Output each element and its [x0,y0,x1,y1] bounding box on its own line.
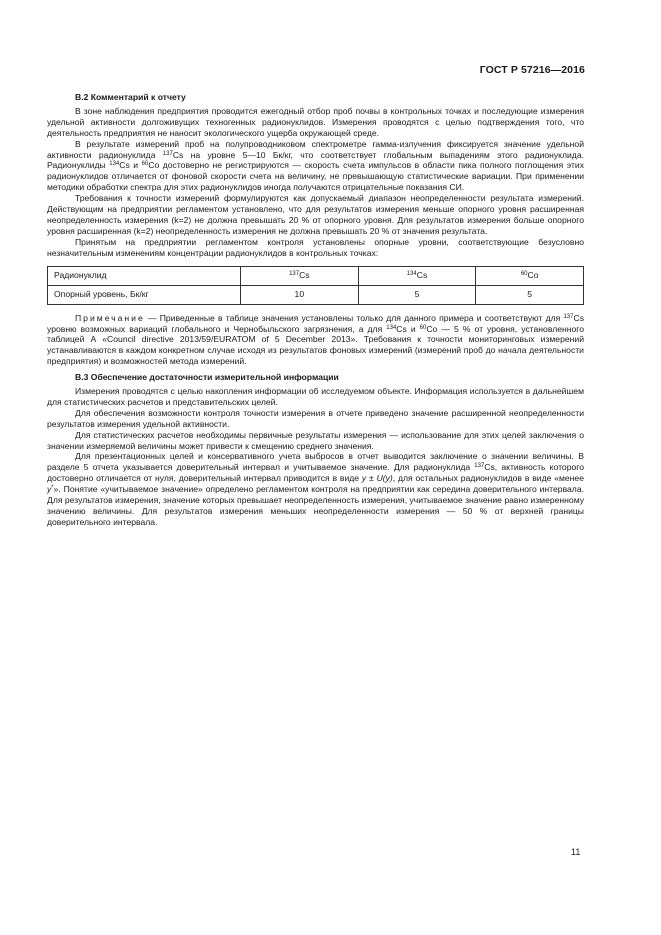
reference-levels-table [47,266,584,305]
b3-paragraph-3: Для статистических расчетов необходимы первичные результаты измерения — использование для этих целей заключения о значении измеряемой величины может привести к смещению среднего значения. [47,429,584,451]
table-row [48,285,584,304]
table-header-cs137: $^{137}$Cs [241,266,359,285]
page-number: 11 [571,847,581,857]
table-note: Примечание — Приведенные в таблице значения установлены только для данного примера и соответствуют для $^{137}$Cs уровню возможных вариаций глобального и Чернобыльского загрязнения, а для $^{134}$Cs и $^{60}$Co — 5 % от уровня, установленного таблицей А «Council directive 2013/59/EURATOM of 5 December 2013». Требования к точности мониторинговых измерений устанавливаются в каждом конкретном случае исходя из результатов фоновых измерений (измерений проб до начала деятельности предприятия) и возможностей метода измерений. [47,312,584,367]
table-cell: 5 [358,285,476,304]
standard-number: ГОСТ Р 57216—2016 [479,64,585,76]
table-header-label: Радионуклид [48,266,241,285]
table-row-label: Опорный уровень, Бк/кг [48,285,241,304]
b3-paragraph-2: Для обеспечения возможности контроля точности измерения в отчете приведено значение расширенной неопределенности результатов измерения удельной активности. [47,407,584,429]
b2-paragraph-2: В результате измерений проб на полупроводниковом спектрометре гамма-излучения фиксируется значение удельной активности радионуклида $^{137}$Cs на уровне 5—10 Бк/кг, что соответствует глобальным выпадениям этого радионуклида. Радионуклиды $^{134}$Cs и $^{60}$Co достоверно не регистрируются — скорость счета импульсов в области пика полного поглощения этих радионуклидов отличается от фоновой скорости счета на величину, не превышающую статистические вариации. При применении методики обработки спектра для этих радионуклидов иногда получаются отрицательные показания СИ. [47,138,584,193]
b3-paragraph-1: Измерения проводятся с целью накопления информации об исследуемом объекте. Информация используется в дальнейшем для статистических расчетов и представительских целей. [47,386,584,407]
table-row [48,266,584,285]
section-b2-heading: В.2 Комментарий к отчету [75,92,186,102]
table-cell: 10 [241,285,359,304]
b2-paragraph-4: Принятым на предприятии регламентом контроля установлены опорные уровни, соответствующие безусловно незначительным изменениям концентрации радионуклидов в контрольных точках: [47,236,584,258]
table-header-co60: $^{60}$Co [476,266,584,285]
b2-paragraph-1: В зоне наблюдения предприятия проводится ежегодный отбор проб почвы в контрольных точках и последующие измерения удельной активности долгоживущих техногенных радионуклидов. Измерения проводятся с целью подтверждения того, что деятельность предприятия не наносит экологического ущерба окружающей среде. [47,105,584,138]
table-cell: 5 [476,285,584,304]
table-header-cs134: $^{134}$Cs [358,266,476,285]
document-body [47,92,584,528]
b2-paragraph-3: Требования к точности измерений формулируются как допускаемый диапазон неопределенности результата измерений. Действующим на предприятии регламентом установлено, что для результатов измерения меньше опорного уровня расширенная неопределенность измерения (k=2) не должна превышать 20 % от опорного уровня. Для результатов измерения больше опорного уровня расширенная (k=2) неопределенность измерения не должна превышать 20 % от значения результата. [47,193,584,236]
section-b3-heading: В.3 Обеспечение достаточности измерительной информации [75,372,339,383]
b3-paragraph-4: Для презентационных целей и консервативного учета выбросов в отчет выводится заключение о значении величины. В разделе 5 отчета указывается доверительный интервал и учитываемое значение. Для радионуклида $^{137}$Cs, активность которого достоверно отличается от нуля, доверительный интервал приводится в виде y ± U(y), для остальных радионуклидов в виде «менее y*». Понятие «учитываемое значение» определено регламентом контроля на предприятии как середина доверительного интервала. Для результатов измерения, значение которых превышает неопределенность измерения, учитываемое значение равно измеренному значению величины. Для результатов измерения меньших неопределенности измерения — 50 % от верхней границы доверительного интервала. [47,451,584,527]
